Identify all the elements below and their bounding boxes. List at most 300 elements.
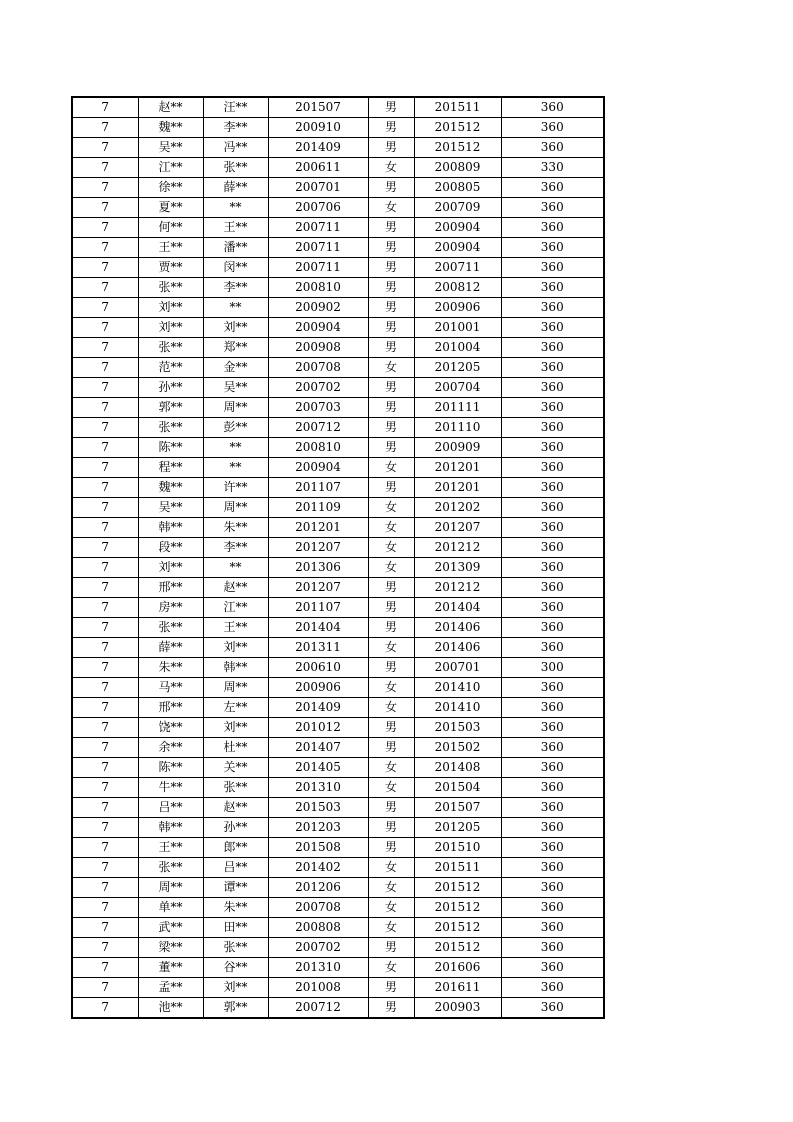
spouse-name-cell: 孙** (203, 818, 268, 838)
group-cell: 7 (72, 138, 138, 158)
table-row (72, 778, 604, 798)
end-date-cell: 200904 (414, 218, 501, 238)
date-cell: 200611 (268, 158, 368, 178)
name-cell: 董** (138, 958, 203, 978)
gender-cell: 男 (368, 398, 414, 418)
group-cell: 7 (72, 158, 138, 178)
gender-cell: 男 (368, 598, 414, 618)
name-cell: 张** (138, 858, 203, 878)
name-cell: 陈** (138, 438, 203, 458)
group-cell: 7 (72, 798, 138, 818)
table-row (72, 398, 604, 418)
amount-cell: 360 (501, 618, 604, 638)
gender-cell: 女 (368, 678, 414, 698)
spouse-name-cell: 张** (203, 158, 268, 178)
group-cell: 7 (72, 97, 138, 118)
end-date-cell: 201408 (414, 758, 501, 778)
date-cell: 201402 (268, 858, 368, 878)
gender-cell: 男 (368, 818, 414, 838)
table-row (72, 478, 604, 498)
table-row (72, 898, 604, 918)
end-date-cell: 201512 (414, 118, 501, 138)
gender-cell: 男 (368, 998, 414, 1019)
table-row (72, 978, 604, 998)
name-cell: 牛** (138, 778, 203, 798)
spouse-name-cell: 刘** (203, 978, 268, 998)
gender-cell: 男 (368, 978, 414, 998)
date-cell: 200712 (268, 998, 368, 1019)
spouse-name-cell: 张** (203, 938, 268, 958)
name-cell: 张** (138, 418, 203, 438)
amount-cell: 360 (501, 938, 604, 958)
name-cell: 周** (138, 878, 203, 898)
end-date-cell: 200903 (414, 998, 501, 1019)
end-date-cell: 201111 (414, 398, 501, 418)
end-date-cell: 201512 (414, 898, 501, 918)
spouse-name-cell: 李** (203, 118, 268, 138)
group-cell: 7 (72, 858, 138, 878)
group-cell: 7 (72, 758, 138, 778)
spouse-name-cell: 冯** (203, 138, 268, 158)
group-cell: 7 (72, 818, 138, 838)
date-cell: 201107 (268, 598, 368, 618)
table-row (72, 658, 604, 678)
amount-cell: 360 (501, 178, 604, 198)
date-cell: 200904 (268, 458, 368, 478)
end-date-cell: 200704 (414, 378, 501, 398)
table-row (72, 958, 604, 978)
end-date-cell: 201404 (414, 598, 501, 618)
name-cell: 何** (138, 218, 203, 238)
name-cell: 郭** (138, 398, 203, 418)
name-cell: 孙** (138, 378, 203, 398)
name-cell: 张** (138, 338, 203, 358)
name-cell: 刘** (138, 318, 203, 338)
amount-cell: 360 (501, 798, 604, 818)
amount-cell: 360 (501, 778, 604, 798)
spouse-name-cell: 郑** (203, 338, 268, 358)
group-cell: 7 (72, 898, 138, 918)
table-row (72, 538, 604, 558)
date-cell: 201012 (268, 718, 368, 738)
name-cell: 武** (138, 918, 203, 938)
name-cell: 夏** (138, 198, 203, 218)
spouse-name-cell: 王** (203, 618, 268, 638)
spouse-name-cell: 朱** (203, 898, 268, 918)
group-cell: 7 (72, 558, 138, 578)
group-cell: 7 (72, 958, 138, 978)
table-row (72, 838, 604, 858)
gender-cell: 男 (368, 97, 414, 118)
end-date-cell: 201207 (414, 518, 501, 538)
date-cell: 200711 (268, 218, 368, 238)
name-cell: 贾** (138, 258, 203, 278)
end-date-cell: 201406 (414, 618, 501, 638)
amount-cell: 360 (501, 378, 604, 398)
group-cell: 7 (72, 518, 138, 538)
group-cell: 7 (72, 778, 138, 798)
group-cell: 7 (72, 498, 138, 518)
spouse-name-cell: 吴** (203, 378, 268, 398)
name-cell: 马** (138, 678, 203, 698)
gender-cell: 男 (368, 138, 414, 158)
spouse-name-cell: 潘** (203, 238, 268, 258)
table-row (72, 878, 604, 898)
table-row (72, 178, 604, 198)
table-row (72, 378, 604, 398)
group-cell: 7 (72, 718, 138, 738)
date-cell: 201008 (268, 978, 368, 998)
gender-cell: 女 (368, 758, 414, 778)
table-row (72, 678, 604, 698)
table-row (72, 218, 604, 238)
date-cell: 201407 (268, 738, 368, 758)
gender-cell: 女 (368, 698, 414, 718)
amount-cell: 360 (501, 498, 604, 518)
spouse-name-cell: 关** (203, 758, 268, 778)
spouse-name-cell: 李** (203, 538, 268, 558)
spouse-name-cell: 谭** (203, 878, 268, 898)
date-cell: 201203 (268, 818, 368, 838)
table-row (72, 938, 604, 958)
gender-cell: 男 (368, 318, 414, 338)
group-cell: 7 (72, 478, 138, 498)
table-row (72, 738, 604, 758)
amount-cell: 360 (501, 218, 604, 238)
amount-cell: 360 (501, 698, 604, 718)
group-cell: 7 (72, 258, 138, 278)
table-row (72, 998, 604, 1019)
spouse-name-cell: 吕** (203, 858, 268, 878)
date-cell: 201507 (268, 97, 368, 118)
name-cell: 江** (138, 158, 203, 178)
group-cell: 7 (72, 438, 138, 458)
name-cell: 赵** (138, 97, 203, 118)
gender-cell: 男 (368, 258, 414, 278)
table-row (72, 198, 604, 218)
spouse-name-cell: 刘** (203, 638, 268, 658)
end-date-cell: 200805 (414, 178, 501, 198)
gender-cell: 男 (368, 738, 414, 758)
amount-cell: 360 (501, 718, 604, 738)
date-cell: 201207 (268, 538, 368, 558)
name-cell: 吴** (138, 138, 203, 158)
gender-cell: 男 (368, 418, 414, 438)
gender-cell: 男 (368, 838, 414, 858)
date-cell: 201206 (268, 878, 368, 898)
date-cell: 200708 (268, 358, 368, 378)
amount-cell: 360 (501, 558, 604, 578)
spouse-name-cell: 刘** (203, 718, 268, 738)
name-cell: 吕** (138, 798, 203, 818)
group-cell: 7 (72, 998, 138, 1019)
group-cell: 7 (72, 638, 138, 658)
group-cell: 7 (72, 278, 138, 298)
gender-cell: 男 (368, 218, 414, 238)
group-cell: 7 (72, 738, 138, 758)
group-cell: 7 (72, 938, 138, 958)
name-cell: 魏** (138, 478, 203, 498)
spouse-name-cell: 李** (203, 278, 268, 298)
date-cell: 201404 (268, 618, 368, 638)
amount-cell: 360 (501, 538, 604, 558)
end-date-cell: 201202 (414, 498, 501, 518)
gender-cell: 女 (368, 858, 414, 878)
date-cell: 200610 (268, 658, 368, 678)
spouse-name-cell: 田** (203, 918, 268, 938)
table-row (72, 558, 604, 578)
date-cell: 200904 (268, 318, 368, 338)
group-cell: 7 (72, 598, 138, 618)
table-row (72, 798, 604, 818)
spouse-name-cell: 金** (203, 358, 268, 378)
spouse-name-cell: 韩** (203, 658, 268, 678)
name-cell: 张** (138, 618, 203, 638)
group-cell: 7 (72, 918, 138, 938)
date-cell: 201207 (268, 578, 368, 598)
gender-cell: 男 (368, 718, 414, 738)
amount-cell: 360 (501, 958, 604, 978)
table-row (72, 758, 604, 778)
amount-cell: 360 (501, 758, 604, 778)
group-cell: 7 (72, 378, 138, 398)
table-row (72, 598, 604, 618)
date-cell: 200711 (268, 258, 368, 278)
table-row (72, 418, 604, 438)
date-cell: 200708 (268, 898, 368, 918)
name-cell: 邢** (138, 698, 203, 718)
spouse-name-cell: 周** (203, 398, 268, 418)
table-row (72, 618, 604, 638)
spouse-name-cell: 朱** (203, 518, 268, 538)
end-date-cell: 201212 (414, 578, 501, 598)
gender-cell: 男 (368, 378, 414, 398)
group-cell: 7 (72, 318, 138, 338)
date-cell: 201201 (268, 518, 368, 538)
date-cell: 200706 (268, 198, 368, 218)
end-date-cell: 200904 (414, 238, 501, 258)
end-date-cell: 201110 (414, 418, 501, 438)
amount-cell: 360 (501, 678, 604, 698)
date-cell: 200808 (268, 918, 368, 938)
table-row (72, 238, 604, 258)
gender-cell: 女 (368, 158, 414, 178)
name-cell: 邢** (138, 578, 203, 598)
name-cell: 孟** (138, 978, 203, 998)
amount-cell: 360 (501, 578, 604, 598)
amount-cell: 360 (501, 598, 604, 618)
name-cell: 吴** (138, 498, 203, 518)
spouse-name-cell: 赵** (203, 798, 268, 818)
table-body (72, 97, 604, 1018)
amount-cell: 360 (501, 638, 604, 658)
gender-cell: 男 (368, 178, 414, 198)
spouse-name-cell: 郎** (203, 838, 268, 858)
table-row (72, 278, 604, 298)
name-cell: 韩** (138, 818, 203, 838)
date-cell: 200810 (268, 278, 368, 298)
name-cell: 张** (138, 278, 203, 298)
group-cell: 7 (72, 218, 138, 238)
group-cell: 7 (72, 538, 138, 558)
gender-cell: 女 (368, 358, 414, 378)
end-date-cell: 201205 (414, 358, 501, 378)
spouse-name-cell: 闵** (203, 258, 268, 278)
spouse-name-cell: 杜** (203, 738, 268, 758)
end-date-cell: 201511 (414, 97, 501, 118)
gender-cell: 男 (368, 298, 414, 318)
group-cell: 7 (72, 238, 138, 258)
spouse-name-cell: 许** (203, 478, 268, 498)
end-date-cell: 201512 (414, 918, 501, 938)
amount-cell: 360 (501, 358, 604, 378)
date-cell: 200910 (268, 118, 368, 138)
amount-cell: 360 (501, 978, 604, 998)
group-cell: 7 (72, 578, 138, 598)
date-cell: 201310 (268, 958, 368, 978)
gender-cell: 女 (368, 778, 414, 798)
spouse-name-cell: 周** (203, 498, 268, 518)
gender-cell: 男 (368, 238, 414, 258)
amount-cell: 330 (501, 158, 604, 178)
amount-cell: 360 (501, 298, 604, 318)
gender-cell: 女 (368, 498, 414, 518)
table-row (72, 458, 604, 478)
end-date-cell: 200906 (414, 298, 501, 318)
amount-cell: 360 (501, 278, 604, 298)
gender-cell: 女 (368, 918, 414, 938)
name-cell: 徐** (138, 178, 203, 198)
table-row (72, 698, 604, 718)
group-cell: 7 (72, 698, 138, 718)
amount-cell: 360 (501, 838, 604, 858)
spouse-name-cell: ** (203, 558, 268, 578)
end-date-cell: 201201 (414, 478, 501, 498)
date-cell: 201311 (268, 638, 368, 658)
date-cell: 201409 (268, 698, 368, 718)
spouse-name-cell: 刘** (203, 318, 268, 338)
end-date-cell: 201410 (414, 678, 501, 698)
date-cell: 201405 (268, 758, 368, 778)
date-cell: 201409 (268, 138, 368, 158)
end-date-cell: 201201 (414, 458, 501, 478)
date-cell: 200702 (268, 378, 368, 398)
amount-cell: 360 (501, 998, 604, 1019)
end-date-cell: 200812 (414, 278, 501, 298)
gender-cell: 女 (368, 198, 414, 218)
gender-cell: 女 (368, 538, 414, 558)
table-row (72, 318, 604, 338)
gender-cell: 女 (368, 898, 414, 918)
end-date-cell: 201205 (414, 818, 501, 838)
date-cell: 200702 (268, 938, 368, 958)
table-row (72, 918, 604, 938)
name-cell: 池** (138, 998, 203, 1019)
table-row (72, 638, 604, 658)
name-cell: 余** (138, 738, 203, 758)
group-cell: 7 (72, 618, 138, 638)
group-cell: 7 (72, 338, 138, 358)
amount-cell: 360 (501, 338, 604, 358)
spouse-name-cell: 郭** (203, 998, 268, 1019)
amount-cell: 360 (501, 858, 604, 878)
spouse-name-cell: 江** (203, 598, 268, 618)
spouse-name-cell: 张** (203, 778, 268, 798)
name-cell: 王** (138, 238, 203, 258)
amount-cell: 360 (501, 898, 604, 918)
amount-cell: 360 (501, 418, 604, 438)
table-row (72, 258, 604, 278)
end-date-cell: 201507 (414, 798, 501, 818)
table-row (72, 97, 604, 118)
gender-cell: 男 (368, 578, 414, 598)
gender-cell: 男 (368, 938, 414, 958)
name-cell: 饶** (138, 718, 203, 738)
date-cell: 201107 (268, 478, 368, 498)
date-cell: 201306 (268, 558, 368, 578)
spouse-name-cell: ** (203, 198, 268, 218)
end-date-cell: 200909 (414, 438, 501, 458)
amount-cell: 360 (501, 97, 604, 118)
table-row (72, 818, 604, 838)
amount-cell: 360 (501, 738, 604, 758)
amount-cell: 360 (501, 918, 604, 938)
table-row (72, 158, 604, 178)
date-cell: 200701 (268, 178, 368, 198)
spouse-name-cell: 王** (203, 218, 268, 238)
amount-cell: 360 (501, 438, 604, 458)
amount-cell: 360 (501, 878, 604, 898)
date-cell: 200906 (268, 678, 368, 698)
amount-cell: 300 (501, 658, 604, 678)
end-date-cell: 201512 (414, 938, 501, 958)
gender-cell: 男 (368, 798, 414, 818)
end-date-cell: 201001 (414, 318, 501, 338)
name-cell: 薛** (138, 638, 203, 658)
table-row (72, 438, 604, 458)
amount-cell: 360 (501, 478, 604, 498)
name-cell: 陈** (138, 758, 203, 778)
end-date-cell: 201406 (414, 638, 501, 658)
end-date-cell: 201512 (414, 138, 501, 158)
end-date-cell: 201606 (414, 958, 501, 978)
table-row (72, 718, 604, 738)
end-date-cell: 201504 (414, 778, 501, 798)
end-date-cell: 201510 (414, 838, 501, 858)
spouse-name-cell: ** (203, 458, 268, 478)
gender-cell: 女 (368, 878, 414, 898)
end-date-cell: 201611 (414, 978, 501, 998)
spouse-name-cell: 左** (203, 698, 268, 718)
group-cell: 7 (72, 658, 138, 678)
date-cell: 200810 (268, 438, 368, 458)
gender-cell: 男 (368, 658, 414, 678)
date-cell: 200902 (268, 298, 368, 318)
amount-cell: 360 (501, 398, 604, 418)
amount-cell: 360 (501, 458, 604, 478)
amount-cell: 360 (501, 818, 604, 838)
end-date-cell: 200711 (414, 258, 501, 278)
gender-cell: 女 (368, 638, 414, 658)
date-cell: 200908 (268, 338, 368, 358)
name-cell: 魏** (138, 118, 203, 138)
amount-cell: 360 (501, 138, 604, 158)
name-cell: 韩** (138, 518, 203, 538)
spouse-name-cell: 薛** (203, 178, 268, 198)
name-cell: 刘** (138, 558, 203, 578)
amount-cell: 360 (501, 518, 604, 538)
name-cell: 单** (138, 898, 203, 918)
